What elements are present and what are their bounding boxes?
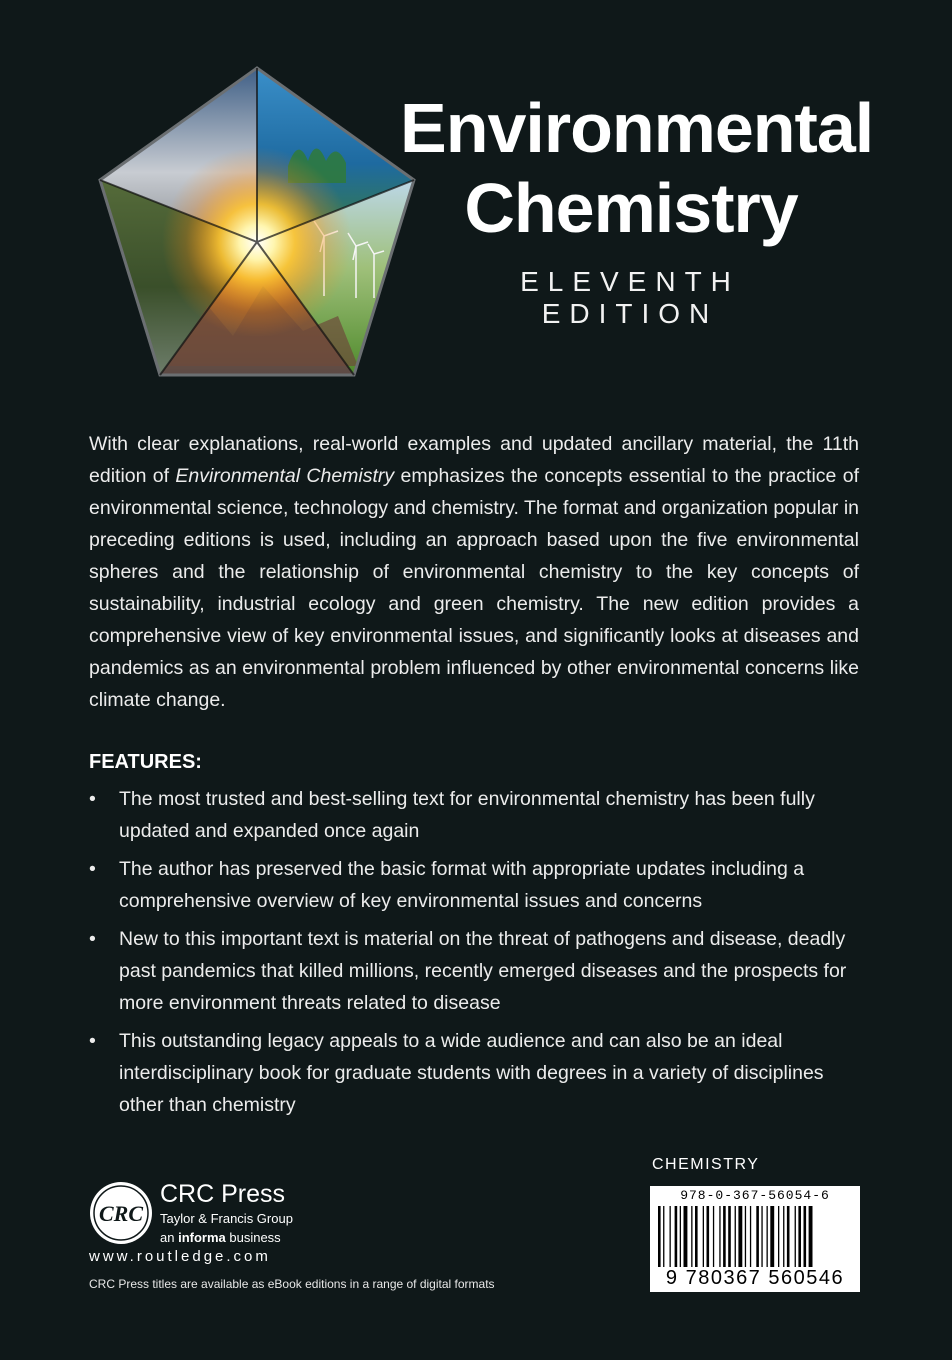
barcode-bar: [663, 1206, 664, 1274]
bullet-icon: •: [89, 1030, 96, 1052]
publisher-name: CRC Press: [160, 1180, 286, 1208]
features-heading: FEATURES:: [89, 751, 202, 773]
informa-suffix: business: [225, 1230, 281, 1245]
feature-item: [89, 783, 849, 847]
feature-text: The most trusted and best-selling text for environmental chemistry has been fully updated and expanded once again: [119, 788, 815, 842]
barcode-bar: [735, 1206, 736, 1274]
barcode-bar: [658, 1206, 661, 1274]
crc-logo-text: CRC: [98, 1201, 144, 1226]
book-title-line1: Environmental: [400, 89, 874, 167]
barcode-bar: [767, 1206, 768, 1274]
barcode-bar: [680, 1206, 681, 1274]
description-text-end: emphasizes the concepts essential to the practice of environmental science, technology and chemistry. The format and organization popular in preceding editions is used, including an approach based upon the five environmental spheres and the relationship of environmental chemistry to the key concepts of sustainability, industrial ecology and green chemistry. The new edition provides a comprehensive view of key environmental issues, and significantly looks at diseases and pandemics as an environmental problem influenced by other environmental concerns like climate change.: [89, 465, 860, 711]
feature-text: The author has preserved the basic format with appropriate updates including a comprehensive overview of key environmental issues and concerns: [119, 858, 805, 912]
isbn-barcode: [650, 1186, 860, 1292]
features-list: [89, 783, 849, 1127]
book-title-line2: Chemistry: [464, 169, 798, 247]
isbn-digits: 9 780367 560546: [650, 1267, 860, 1290]
feature-item: [89, 853, 849, 917]
informa-brand: informa: [178, 1230, 226, 1245]
barcode-bar: [670, 1206, 671, 1274]
feature-text: New to this important text is material on the threat of pathogens and disease, deadly past pandemics that killed millions, recently emerged diseases and the prospects for more environment threats related to disease: [119, 928, 847, 1014]
barcode-bar: [713, 1206, 714, 1274]
barcode-bar: [778, 1206, 779, 1274]
ebook-note: CRC Press titles are available as eBook editions in a range of digital formats: [89, 1277, 495, 1291]
barcode-bar: [675, 1206, 678, 1274]
publisher-group: Taylor & Francis Group: [160, 1211, 293, 1226]
barcode-bars: [656, 1206, 854, 1274]
barcode-bar: [756, 1206, 759, 1274]
feature-item: [89, 923, 849, 1019]
description-text-start: With clear explanations, real-world examples and updated ancillary material, the 11th edition of: [89, 433, 859, 487]
barcode-bar: [798, 1206, 801, 1274]
barcode-bar: [728, 1206, 731, 1274]
barcode-bar: [691, 1206, 692, 1274]
feature-text: This outstanding legacy appeals to a wide audience and can also be an ideal interdisciplinary book for graduate students with degrees in a variety of disciplines other than chemistry: [119, 1030, 824, 1116]
bullet-icon: •: [89, 788, 96, 810]
crc-logo-icon: [88, 1180, 154, 1246]
publisher-informa: [160, 1230, 281, 1245]
barcode-bar: [783, 1206, 784, 1274]
cover-image-pentagon: [98, 66, 416, 378]
isbn-hyphenated: 978-0-367-56054-6: [680, 1188, 830, 1203]
barcode-bar: [804, 1206, 807, 1274]
description-book-title: Environmental Chemistry: [175, 465, 395, 487]
bullet-icon: •: [89, 928, 96, 950]
barcode-bar: [703, 1206, 704, 1274]
barcode-bar: [787, 1206, 790, 1274]
barcode-bar: [745, 1206, 746, 1274]
feature-item: [89, 1025, 849, 1121]
bullet-icon: •: [89, 858, 96, 880]
barcode-bar: [770, 1206, 774, 1274]
barcode-bar: [750, 1206, 751, 1274]
publisher-website[interactable]: www.routledge.com: [89, 1248, 271, 1265]
barcode-bar: [695, 1206, 698, 1274]
book-description: [89, 428, 859, 716]
barcode-bar: [809, 1206, 813, 1274]
barcode-bar: [684, 1206, 688, 1274]
barcode-bar: [707, 1206, 710, 1274]
edition-label: ELEVENTH EDITION: [520, 266, 740, 329]
barcode-bar: [719, 1206, 720, 1274]
informa-prefix: an: [160, 1230, 179, 1245]
subject-category: CHEMISTRY: [652, 1156, 760, 1173]
barcode-bar: [761, 1206, 762, 1274]
barcode-bar: [723, 1206, 726, 1274]
barcode-bar: [795, 1206, 796, 1274]
barcode-bar: [738, 1206, 742, 1274]
